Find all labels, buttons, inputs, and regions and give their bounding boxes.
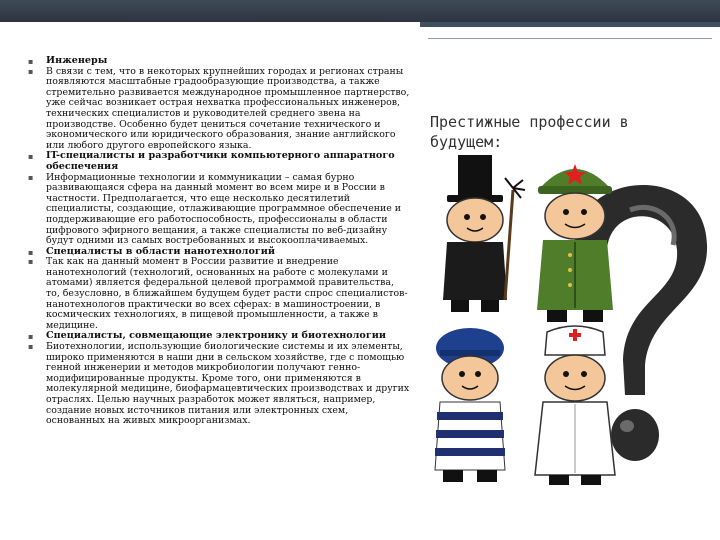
bullet: ▪ [28,56,34,66]
bullet: ▪ [28,342,34,352]
bullet: ▪ [28,257,34,267]
item-heading: Специалисты, совмещающие электронику и биотехнологии [46,330,386,342]
item-heading: IT-специалисты и разработчики компьютерного аппаратного обеспечения [46,150,395,172]
slide-top-accent [420,22,720,27]
bullet: ▪ [28,246,34,257]
title-rule [428,38,712,39]
list-item [28,257,410,331]
item-heading: Специалисты в области нанотехнологий [46,245,275,257]
list-item [28,151,410,172]
item-text: Так как на данный момент в России развитие и внедрение нанотехнологий (технологий, основанных на работе с молекулами и атомами) является федеральной целевой программой правительства, то, безусловно, в ближайшем будущем будет расти спрос специалистов-нанотехнологов практически во всех сферах: в машиностроении, в космических технологиях, в пищевой промышленности, а также в медицине. [46,256,408,331]
bullet-list [28,56,410,427]
bullet: ▪ [28,66,34,76]
slide-top-bar [0,0,720,22]
item-text: В связи с тем, что в некоторых крупнейших городах и регионах страны появляются масштабные градообразующие производства, а также стремительно развивается международное промышленное партнерство, уже сейчас возникает острая нехватка профессиональных инженеров, технических специалистов и руководителей среднего звена на производстве. Особенно будет цениться сочетание технического и экономического или юридического образования, знание английского или любого другого европейского языка. [46,65,410,151]
slide-title: Престижные профессии в будущем: [430,113,629,151]
list-item [28,342,410,427]
sailor-figure [435,328,505,482]
list-item [28,173,410,247]
soldier-figure [537,164,613,322]
bullet: ▪ [28,151,34,162]
item-text: Биотехнологии, использующие биологические системы и их элементы, широко применяются в наши дни в сельском хозяйстве, где с помощью генной инженерии и методов микробиологии получают генно-модифицированные продукты. Кроме того, они применяются в молекулярной медицине, биофармацевтических производствах и других отраслях. Целью научных разработок может являться, например, создание новых источников питания или электронных схем, основанных на живых микроорганизмах. [46,341,410,427]
list-item [28,67,410,152]
bullet: ▪ [28,172,34,182]
bullet: ▪ [28,331,34,342]
doctor-figure [535,326,615,485]
item-heading: Инженеры [46,55,108,66]
professions-illustration [425,150,715,490]
chimney-sweep-figure [443,155,525,312]
item-text: Информационные технологии и коммуникации – самая бурно развивающаяся сфера на данный момент во всем мире и в России в частности. Предполагается, что еще несколько десятилетий специалисты, создающие, отлаживающие программное обеспечение и поддерживающие его работоспособность, профессионалы в области цифрового эфирного вещания, а также специалисты по веб-дизайну будут одними из самых востребованных и высокооплачиваемых. [46,171,402,247]
